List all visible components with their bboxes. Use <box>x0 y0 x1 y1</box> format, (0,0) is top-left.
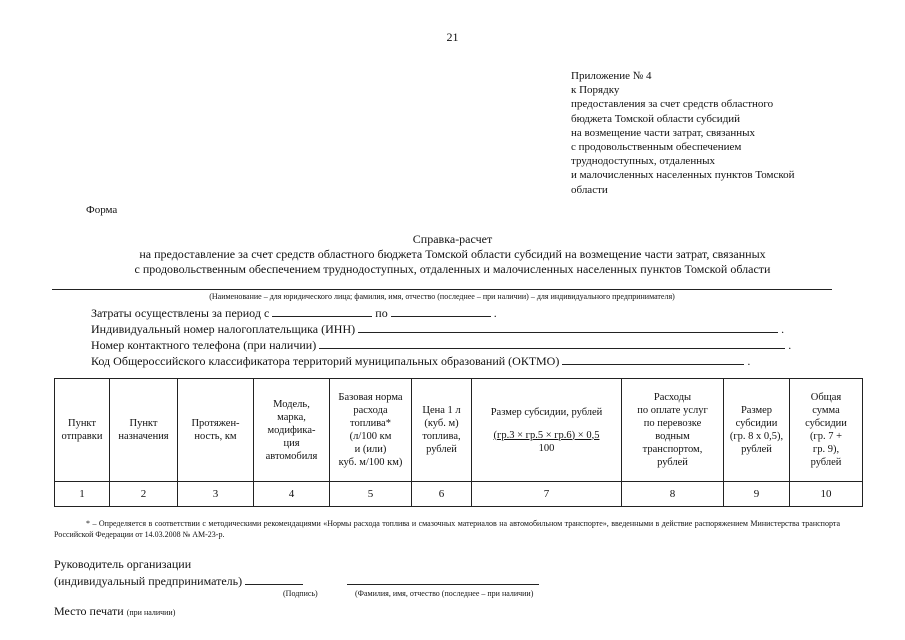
period-start-field[interactable] <box>272 305 372 317</box>
organization-name-hint: (Наименование – для юридического лица; фамилия, имя, отчество (последнее – при наличии) – для индивидуального предпринимателя) <box>209 292 675 301</box>
column-number: 2 <box>110 482 178 507</box>
inn-field[interactable] <box>358 321 778 333</box>
column-number: 5 <box>330 482 412 507</box>
header-cell-water-transport: Расходы по оплате услуг по перевозке водным транспортом, рублей <box>622 379 724 482</box>
organization-name-line[interactable] <box>52 289 832 290</box>
inn-row <box>91 321 784 337</box>
full-name-hint: (Фамилия, имя, отчество (последнее – при наличии) <box>355 589 534 598</box>
appendix-line: с продовольственным обеспечением <box>571 141 742 154</box>
appendix-line: бюджета Томской области субсидий <box>571 112 741 125</box>
appendix-header <box>571 69 861 197</box>
phone-end-mark: . <box>788 338 792 352</box>
subtitle-line: на предоставление за счет средств областного бюджета Томской области субсидий на возмещение части затрат, связанных <box>139 247 766 261</box>
signature-hint: (Подпись) <box>283 589 318 598</box>
header-cell-subsidy-size: Размер субсидии (гр. 8 x 0,5), рублей <box>724 379 790 482</box>
oktmo-end-mark: . <box>747 354 751 368</box>
period-label: Затраты осуществлены за период с <box>91 306 270 320</box>
document-subtitle <box>40 247 865 276</box>
appendix-line: предоставления за счет средств областного <box>571 98 774 111</box>
inn-end-mark: . <box>781 322 785 336</box>
period-to-label: по <box>375 306 388 320</box>
header-cell-fuel-price: Цена 1 л (куб. м) топлива, рублей <box>412 379 472 482</box>
stamp-hint: (при наличии) <box>126 608 176 617</box>
stamp-row <box>54 604 175 619</box>
column-number: 4 <box>254 482 330 507</box>
header-cell-fuel-norm: Базовая норма расхода топлива* (л/100 км и (или) куб. м/100 км) <box>330 379 412 482</box>
appendix-line: области <box>571 183 608 196</box>
appendix-line: на возмещение части затрат, связанных <box>571 126 756 139</box>
header-cell-destination: Пункт назначения <box>110 379 178 482</box>
table-header-row <box>55 379 863 482</box>
column-number: 3 <box>178 482 254 507</box>
full-name-field[interactable] <box>347 573 539 585</box>
document-title: Справка-расчет <box>412 232 493 246</box>
footnote: * – Определяется в соответствии с методическими рекомендациями «Нормы расхода топлива и смазочных материалов на автомобильном транспорте», введенными в действие распоряжением Министерства транспорта Российской Федерации от 14.03.2008 № АМ-23-р. <box>54 519 840 539</box>
stamp-label: Место печати <box>54 604 124 618</box>
header-cell-distance: Протяжен- ность, км <box>178 379 254 482</box>
phone-row <box>91 337 791 353</box>
header-cell-total-subsidy: Общая сумма субсидии (гр. 7 + гр. 9), рублей <box>790 379 863 482</box>
header-cell-subsidy-amount: Размер субсидии, рублей (гр.3 × гр.5 × гр.6) × 0,5 100 <box>472 379 622 482</box>
head-label-line2: (индивидуальный предприниматель) <box>54 574 243 588</box>
calculation-table <box>54 378 863 507</box>
phone-label: Номер контактного телефона (при наличии) <box>91 338 317 352</box>
head-label-row <box>54 573 539 589</box>
phone-field[interactable] <box>319 337 785 349</box>
head-label-line1: Руководитель организации <box>54 557 192 571</box>
period-end-mark: . <box>493 306 497 320</box>
signature-field[interactable] <box>245 573 303 585</box>
period-end-field[interactable] <box>391 305 491 317</box>
header-cell-vehicle-model: Модель, марка, модифика- ция автомобиля <box>254 379 330 482</box>
oktmo-field[interactable] <box>562 353 744 365</box>
subtitle-line: с продовольственным обеспечением труднодоступных, отдаленных и малочисленных населенных пунктов Томской области <box>134 261 771 276</box>
appendix-line: Приложение № 4 <box>571 70 652 82</box>
column-number-row <box>55 482 863 507</box>
period-row <box>91 305 497 321</box>
formula-numerator: (гр.3 × гр.5 × гр.6) × 0,5 <box>493 429 600 441</box>
formula-denominator: 100 <box>538 442 555 454</box>
column-number: 6 <box>412 482 472 507</box>
column-number: 7 <box>472 482 622 507</box>
column-number: 8 <box>622 482 724 507</box>
oktmo-row <box>91 353 750 369</box>
appendix-line: и малочисленных населенных пунктов Томской <box>571 169 795 182</box>
header-cell-departure: Пункт отправки <box>55 379 110 482</box>
page-number: 21 <box>446 30 459 44</box>
appendix-line: к Порядку <box>571 84 620 97</box>
appendix-line: труднодоступных, отдаленных <box>571 155 715 168</box>
column-number: 9 <box>724 482 790 507</box>
oktmo-label: Код Общероссийского классификатора территорий муниципальных образований (ОКТМО) <box>91 354 560 368</box>
forma-label: Форма <box>86 204 118 216</box>
inn-label: Индивидуальный номер налогоплательщика (ИНН) <box>91 322 356 336</box>
column-number: 10 <box>790 482 863 507</box>
column-number: 1 <box>55 482 110 507</box>
